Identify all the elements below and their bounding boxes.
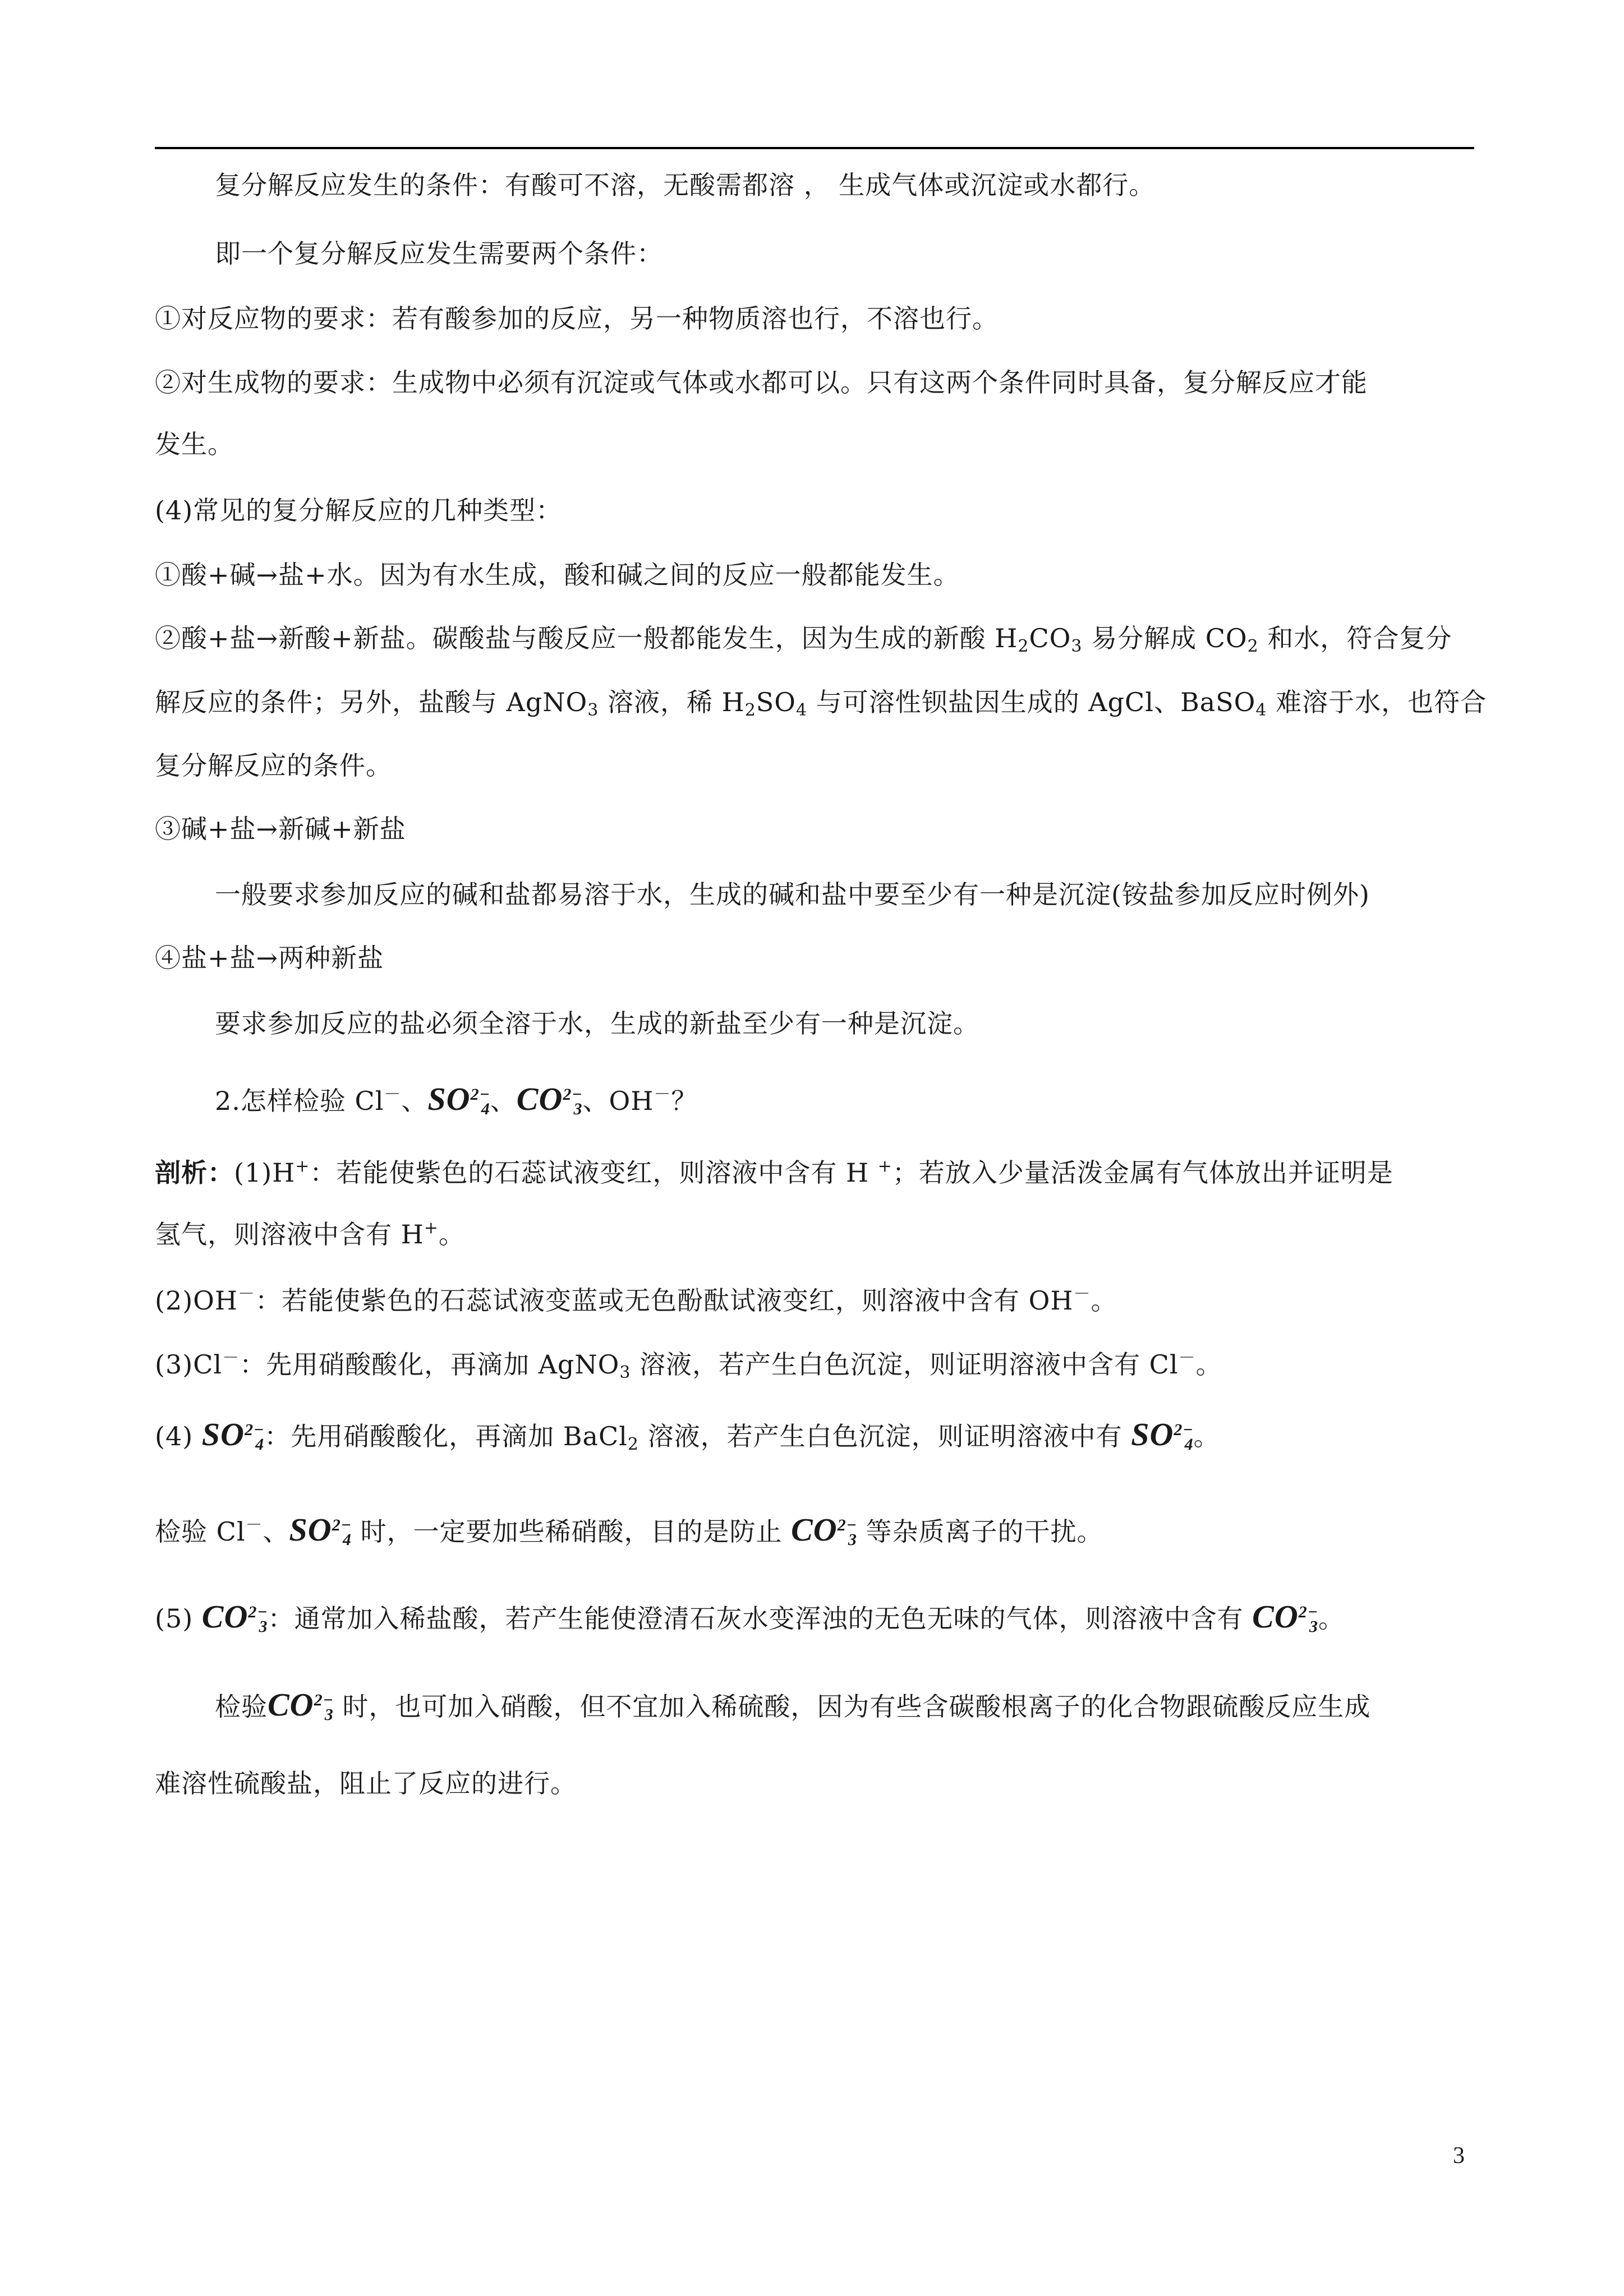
text-line-8: ②酸+盐→新酸+新盐。碳酸盐与酸反应一般都能发生，因为生成的新酸 $H_2CO_3$ 易分解成 $CO_2$ 和水，符合复分 — [155, 623, 1452, 656]
text-line-5: 发生。 — [155, 429, 234, 459]
text-line-12: 一般要求参加反应的碱和盐都易溶于水，生成的碱和盐中要至少有一种是沉淀(铵盐参加反应时例外) — [215, 879, 1370, 910]
text-line-4: ②对生成物的要求：生成物中必须有沉淀或气体或水都可以。只有这两个条件同时具备，复分解反应才能 — [155, 367, 1368, 398]
carbonate-ion: $CO^{2-}_3$ — [201, 1598, 268, 1636]
text-line-22: (5) $CO^{2-}_3$：通常加入稀盐酸，若产生能使澄清石灰水变浑浊的无色无味的气体，则溶液中含有 $CO^{2-}_3$。 — [155, 1598, 1345, 1636]
carbonate-ion: $CO^{2-}_3$ — [791, 1511, 857, 1549]
text-line-21: 检验 Cl－、$SO^{2-}_4$ 时，一定要加些稀硝酸，目的是防止 $CO^{2-}_3$ 等杂质离子的干扰。 — [155, 1511, 1103, 1549]
text-line-9: 解反应的条件；另外，盐酸与 AgNO$_3$ 溶液，稀 $H_2SO_4$ 与可溶性钡盐因生成的 AgCl、BaSO$_4$ 难溶于水，也符合 — [155, 687, 1487, 720]
carbonate-ion: $CO^{2-}_3$ — [268, 1686, 334, 1724]
text-line-24: 难溶性硫酸盐，阻止了反应的进行。 — [155, 1768, 577, 1799]
text-line-11: ③碱+盐→新碱+新盐 — [155, 814, 406, 844]
carbonate-ion: $CO^{2-}_3$ — [1252, 1598, 1318, 1636]
text-line-16: 剖析：(1)H+：若能使紫色的石蕊试液变红，则溶液中含有 H +；若放入少量活泼金属有气体放出并证明是 — [155, 1156, 1393, 1188]
text-line-2: 即一个复分解反应发生需要两个条件： — [215, 238, 663, 269]
text-line-10: 复分解反应的条件。 — [155, 750, 392, 781]
text-line-6: (4)常见的复分解反应的几种类型： — [155, 495, 563, 525]
header-rule — [155, 147, 1474, 149]
sulfate-ion: $SO^{2-}_4$ — [289, 1511, 352, 1549]
sulfate-ion: $SO^{2-}_4$ — [1131, 1416, 1194, 1454]
text-line-7: ①酸+碱→盐+水。因为有水生成，酸和碱之间的反应一般都能发生。 — [155, 560, 960, 590]
text-line-13: ④盐+盐→两种新盐 — [155, 943, 384, 973]
text-line-15: 2.怎样检验 Cl－、$SO^{2-}_4$、$CO^{2-}_3$、OH－？ — [215, 1081, 698, 1118]
text-line-14: 要求参加反应的盐必须全溶于水，生成的新盐至少有一种是沉淀。 — [215, 1008, 979, 1039]
text-line-17: 氢气，则溶液中含有 H+。 — [155, 1218, 465, 1250]
carbonate-ion: $CO^{2-}_3$ — [516, 1081, 583, 1118]
text-line-19: (3)Cl－：先用硝酸酸化，再滴加 AgNO$_3$ 溶液，若产生白色沉淀，则证明溶液中含有 Cl－。 — [155, 1348, 1222, 1382]
sulfate-ion: $SO^{2-}_4$ — [201, 1416, 265, 1454]
text-line-18: (2)OH－：若能使紫色的石蕊试液变蓝或无色酚酞试液变红，则溶液中含有 OH－。 — [155, 1284, 1117, 1316]
text-line-1: 复分解反应发生的条件：有酸可不溶，无酸需都溶 ， 生成气体或沉淀或水都行。 — [215, 170, 1156, 200]
page-number: 3 — [1453, 2143, 1465, 2169]
text-line-23: 检验$CO^{2-}_3$ 时，也可加入硝酸，但不宜加入稀硫酸，因为有些含碳酸根离子的化合物跟硫酸反应生成 — [215, 1686, 1371, 1724]
text-line-20: (4) $SO^{2-}_4$：先用硝酸酸化，再滴加 BaCl$_2$ 溶液，若产生白色沉淀，则证明溶液中有 $SO^{2-}_4$。 — [155, 1416, 1220, 1454]
analysis-label: 剖析： — [155, 1158, 234, 1188]
text-line-3: ①对反应物的要求：若有酸参加的反应，另一种物质溶也行，不溶也行。 — [155, 303, 999, 334]
sulfate-ion: $SO^{2-}_4$ — [427, 1081, 490, 1118]
